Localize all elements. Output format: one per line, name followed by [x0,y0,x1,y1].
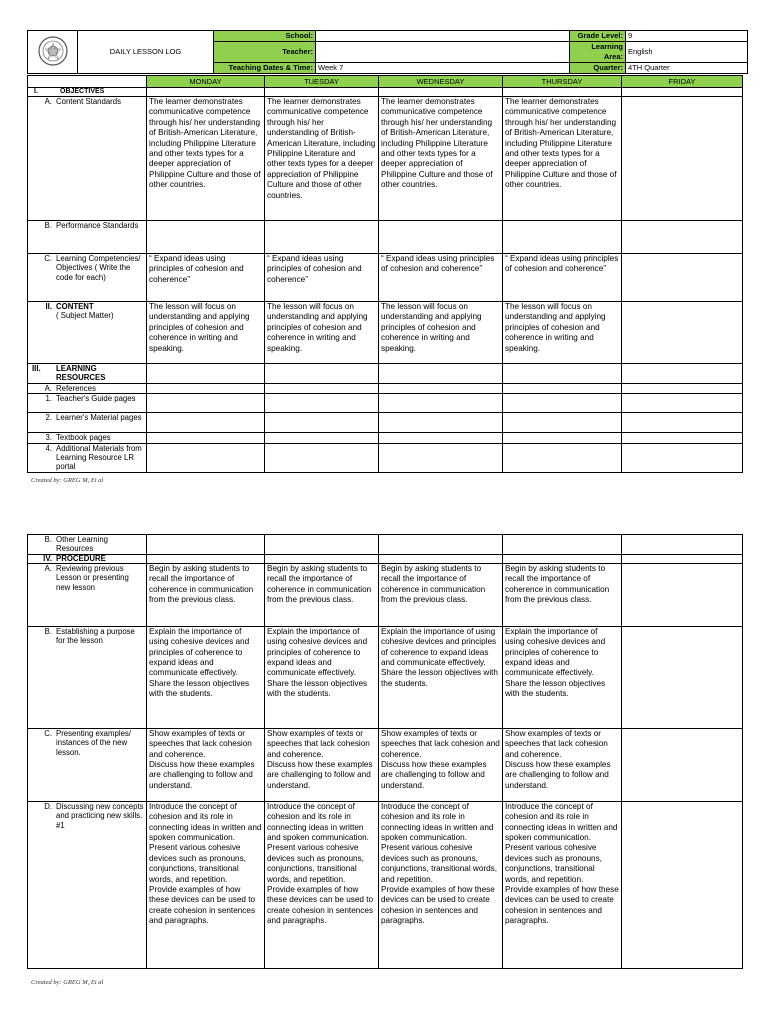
content-standards-thursday[interactable]: The learner demonstrates communicative competence through his/ her understanding of British-American Literature, including Philippine Literature and other texts types for a deeper appreciation of Philippine Culture and those of other countries. [503,97,622,221]
cell[interactable] [147,433,265,443]
discussing-concepts-label [28,801,147,968]
lesson-log-header [27,30,748,74]
cell[interactable] [379,383,503,393]
content-monday[interactable]: The lesson will focus on understanding and applying principles of cohesion and coherence in writing and speaking. [147,302,265,364]
teacher-label: Teacher: [214,42,316,63]
content-tuesday[interactable]: The lesson will focus on understanding and applying principles of cohesion and coherence in writing and speaking. [265,302,379,364]
learning-competencies-tuesday[interactable]: “ Expand ideas using principles of cohesion and coherence” [265,254,379,302]
objectives-label: OBJECTIVES [60,88,105,95]
cell [265,554,379,563]
cell[interactable] [147,535,265,555]
content-sublabel: ( Subject Matter) [56,311,114,321]
cell[interactable] [379,413,503,433]
day-header-friday: FRIDAY [622,76,743,88]
examples-monday[interactable]: Show examples of texts or speeches that lack cohesion and coherence. Discuss how these examples are challenging to follow and understand. [147,728,265,801]
performance-standards-friday[interactable] [622,221,743,254]
content-thursday[interactable]: The lesson will focus on understanding and applying principles of cohesion and coherence in writing and speaking. [503,302,622,364]
references-label [28,383,147,393]
reviewing-monday[interactable]: Begin by asking students to recall the importance of coherence in communication from the previous class. [147,563,265,626]
additional-materials-label [28,443,147,472]
discussing-tuesday[interactable]: Introduce the concept of cohesion and its role in connecting ideas in written and spoken communication. Present various cohesive devices such as pronouns, conjunctions, transitional words, and repetition. Provide examples of how these devices can be used to create cohesion in sentences and paragraphs. [265,801,379,968]
corner-cell [28,76,147,88]
document-title: DAILY LESSON LOG [78,31,214,74]
procedure-heading [28,554,147,563]
content-label [28,302,147,364]
cell[interactable] [503,443,622,472]
row-label: Content Standards [56,97,122,106]
cell [503,88,622,97]
content-standards-friday[interactable] [622,97,743,221]
cell[interactable] [147,394,265,413]
cell[interactable] [265,383,379,393]
examples-thursday[interactable]: Show examples of texts or speeches that lack cohesion and coherence. Discuss how these examples are challenging to follow and understand. [503,728,622,801]
performance-standards-monday[interactable] [147,221,265,254]
row-num: IV. [43,554,52,563]
row-label: Learning Competencies/ Objectives ( Write the code for each) [56,254,141,282]
row-label: Discussing new concepts and practicing new skills. #1 [56,801,144,830]
row-label: Reviewing previous Lesson or presenting new lesson [56,563,129,592]
day-header-monday: MONDAY [147,76,265,88]
day-header-tuesday: TUESDAY [265,76,379,88]
quarter-label: Quarter: [570,63,626,74]
cell[interactable] [622,394,743,413]
presenting-examples-label [28,728,147,801]
examples-tuesday[interactable]: Show examples of texts or speeches that lack cohesion and coherence. Discuss how these examples are challenging to follow and understand. [265,728,379,801]
learning-competencies-label [28,254,147,302]
row-label: Establishing a purpose for the lesson [56,626,135,646]
grade-level-field[interactable]: 9 [626,31,748,42]
purpose-monday[interactable]: Explain the importance of using cohesive devices and principles of coherence to expand ideas and communicate effectively. Share the lesson objectives with the students. [147,626,265,728]
purpose-wednesday[interactable]: Explain the importance of using cohesive devices and principles of coherence to expand ideas and communicate effectively. Share the lesson objectives with the students. [379,626,503,728]
discussing-thursday[interactable]: Introduce the concept of cohesion and its role in connecting ideas in written and spoken communication. Present various cohesive devices such as pronouns, conjunctions, transitional words, and repetition. Provide examples of how these devices can be used to create cohesion in sentences and paragraphs. [503,801,622,968]
learning-area-field[interactable]: English [626,42,748,63]
discussing-wednesday[interactable]: Introduce the concept of cohesion and its role in connecting ideas in written and spoken communication. Present various cohesive devices such as pronouns, conjunctions, transitional words, and repetition. Provide examples of how these devices can be used to create cohesion in sentences and paragraphs. [379,801,503,968]
performance-standards-wednesday[interactable] [379,221,503,254]
reviewing-lesson-label [28,563,147,626]
cell[interactable] [265,535,379,555]
cell[interactable] [622,535,743,555]
cell[interactable] [503,433,622,443]
cell[interactable] [503,413,622,433]
teachers-guide-label [28,394,147,413]
school-label: School: [214,31,316,42]
cell [379,554,503,563]
row-num: C. [44,728,52,738]
row-num: 2. [45,413,52,423]
objectives-num: I. [34,88,38,95]
row-label: Learner's Material pages [56,413,142,423]
row-label: PROCEDURE [56,554,106,563]
cell[interactable] [147,443,265,472]
cell [265,88,379,97]
learning-competencies-wednesday[interactable]: “ Expand ideas using principles of cohesion and coherence” [379,254,503,302]
cell[interactable] [265,413,379,433]
row-label: CONTENT [56,302,94,311]
learners-material-label [28,413,147,433]
learning-resources-heading [28,364,147,384]
row-label: Textbook pages [56,433,111,443]
cell[interactable] [147,383,265,393]
teaching-dates-label: Teaching Dates & Time: [214,63,316,74]
row-num: A. [44,563,52,573]
cell[interactable] [622,433,743,443]
row-label: Other Learning Resources [56,535,109,554]
learning-area-label: Learning Area: [570,42,626,63]
row-label: Presenting examples/ instances of the new lesson. [56,728,131,757]
deped-seal-logo [28,31,78,74]
row-num: 1. [45,394,52,404]
row-num: A. [44,97,52,106]
row-label: LEARNING RESOURCES [56,364,106,383]
purpose-thursday[interactable]: Explain the importance of using cohesive devices and principles of coherence to expand ideas and communicate effectively. Share the lesson objectives with the students. [503,626,622,728]
textbook-label [28,433,147,443]
reviewing-friday[interactable] [622,563,743,626]
content-standards-wednesday[interactable]: The learner demonstrates communicative competence through his/ her understanding of British-American Literature, including Philippine Literature and other texts types for a deeper appreciation of Philippine Culture and those of other countries. [379,97,503,221]
content-friday[interactable] [622,302,743,364]
purpose-friday[interactable] [622,626,743,728]
discussing-friday[interactable] [622,801,743,968]
reviewing-wednesday[interactable]: Begin by asking students to recall the importance of coherence in communication from the previous class. [379,563,503,626]
teacher-field[interactable] [316,42,570,63]
purpose-tuesday[interactable]: Explain the importance of using cohesive devices and principles of coherence to expand ideas and communicate effectively. Share the lesson objectives with the students. [265,626,379,728]
content-standards-label [28,97,147,221]
performance-standards-label [28,221,147,254]
content-wednesday[interactable]: The lesson will focus on understanding and applying principles of cohesion and coherence in writing and speaking. [379,302,503,364]
cell [147,364,265,384]
lesson-plan-table-page-1 [27,75,743,473]
row-num: II. [45,302,52,311]
cell[interactable] [265,394,379,413]
row-num: B. [44,221,52,230]
examples-friday[interactable] [622,728,743,801]
cell [503,364,622,384]
footer-credit: Created by: GREG M, Et al [31,979,104,986]
reviewing-tuesday[interactable]: Begin by asking students to recall the importance of coherence in communication from the previous class. [265,563,379,626]
row-num: III. [32,364,41,373]
objectives-heading [28,88,147,97]
cell [147,88,265,97]
cell[interactable] [622,443,743,472]
row-num: 4. [45,443,52,453]
cell[interactable] [147,413,265,433]
learning-competencies-monday[interactable]: “ Expand ideas using principles of cohesion and coherence” [147,254,265,302]
learning-competencies-thursday[interactable]: “ Expand ideas using principles of cohesion and coherence” [503,254,622,302]
reviewing-thursday[interactable]: Begin by asking students to recall the importance of coherence in communication from the previous class. [503,563,622,626]
day-header-thursday: THURSDAY [503,76,622,88]
other-resources-label [28,535,147,555]
cell[interactable] [379,394,503,413]
cell[interactable] [622,413,743,433]
row-label: Additional Materials from Learning Resource LR portal [56,443,142,472]
teaching-dates-field[interactable]: Week 7 [316,63,570,74]
footer-credit: Created by: GREG M, Et al [31,477,104,484]
row-num: D. [44,801,52,811]
cell [622,364,743,384]
school-field[interactable] [316,31,570,42]
content-standards-monday[interactable]: The learner demonstrates communicative competence through his/ her understanding of British-American Literature, including Philippine Literature and other texts types for a deeper appreciation of Philippine Culture and those of other countries. [147,97,265,221]
cell [503,554,622,563]
cell[interactable] [503,535,622,555]
discussing-monday[interactable]: Introduce the concept of cohesion and its role in connecting ideas in written and spoken communication. Present various cohesive devices such as pronouns, conjunctions, transitional words, and repetition. Provide examples of how these devices can be used to create cohesion in sentences and paragraphs. [147,801,265,968]
performance-standards-tuesday[interactable] [265,221,379,254]
cell [622,88,743,97]
cell [265,364,379,384]
lesson-plan-table-page-2 [27,534,743,969]
day-header-wednesday: WEDNESDAY [379,76,503,88]
grade-level-label: Grade Level: [570,31,626,42]
learning-competencies-friday[interactable] [622,254,743,302]
cell [622,554,743,563]
content-standards-tuesday[interactable]: The learner demonstrates communicative competence through his/ her understanding of British-American Literature, including Philippine Literature and other texts types for a deeper appreciation of Philippine Culture and those of other countries. [265,97,379,221]
performance-standards-thursday[interactable] [503,221,622,254]
row-label: References [56,383,96,393]
row-num: C. [44,254,52,263]
cell[interactable] [379,443,503,472]
cell [147,554,265,563]
cell[interactable] [265,433,379,443]
cell[interactable] [379,433,503,443]
row-num: B. [44,626,52,636]
row-label: Teacher's Guide pages [56,394,136,404]
cell[interactable] [503,383,622,393]
cell[interactable] [379,535,503,555]
cell[interactable] [503,394,622,413]
cell[interactable] [622,383,743,393]
row-num: A. [44,383,52,393]
establishing-purpose-label [28,626,147,728]
row-num: 3. [45,433,52,443]
cell [379,364,503,384]
cell [379,88,503,97]
quarter-field[interactable]: 4TH Quarter [626,63,748,74]
examples-wednesday[interactable]: Show examples of texts or speeches that lack cohesion and coherence. Discuss how these examples are challenging to follow and understand. [379,728,503,801]
row-label: Performance Standards [56,221,139,230]
cell[interactable] [265,443,379,472]
row-num: B. [44,535,52,544]
